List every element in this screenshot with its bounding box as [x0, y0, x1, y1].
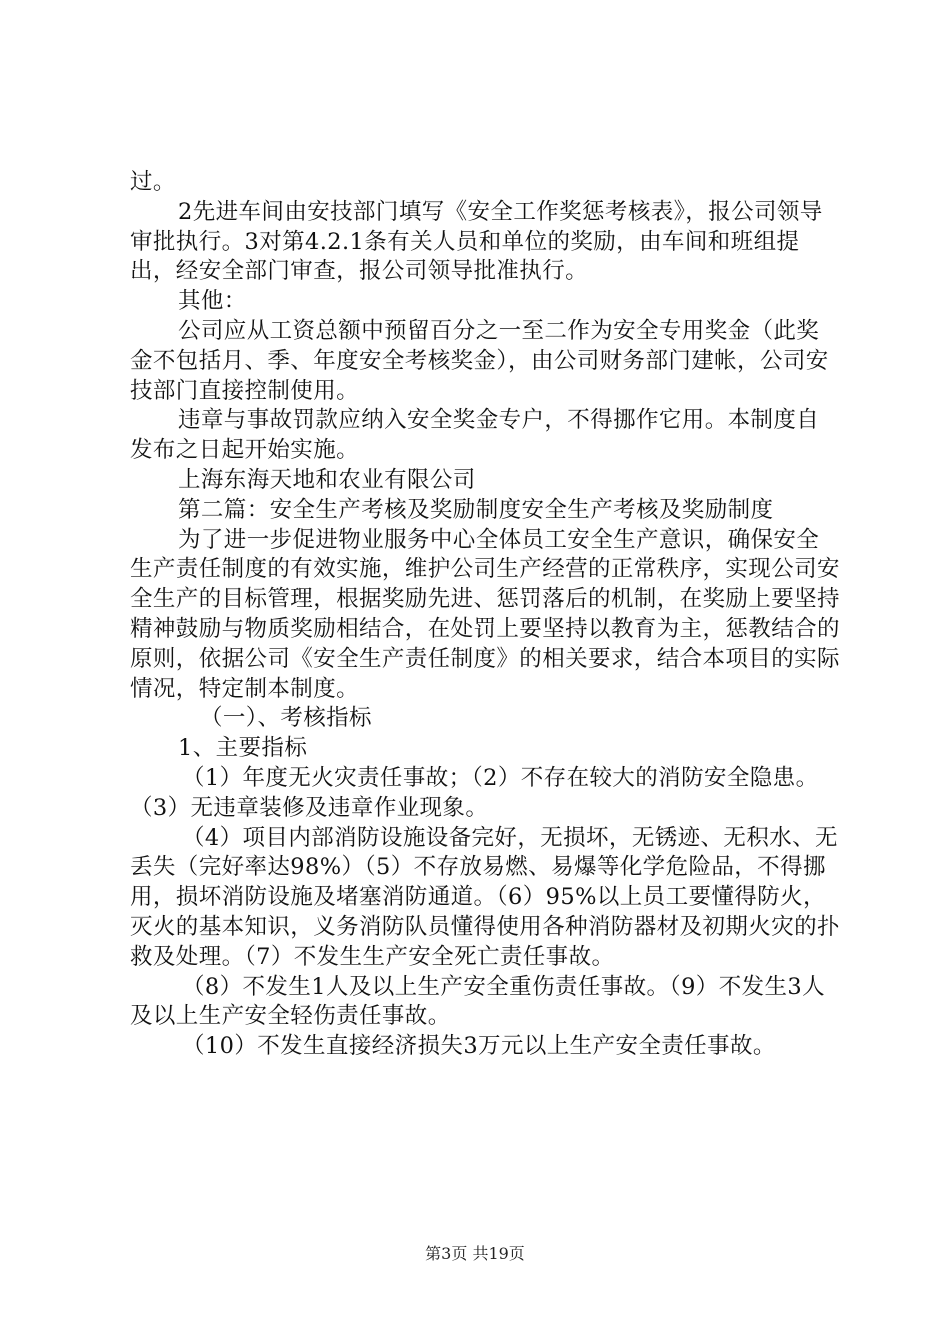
paragraph-11: （1）年度无火灾责任事故；（2）不存在较大的消防安全隐患。（3）无违章装修及违章作业现象。: [130, 764, 819, 821]
company-name: 上海东海天地和农业有限公司: [178, 466, 476, 493]
paragraph-1: 过。: [130, 169, 176, 195]
paragraph-3: 其他：: [178, 288, 247, 315]
paragraph-12: （4）项目内部消防设施设备完好，无损坏，无锈迹、无积水、无丢失（完好率达98%）（5）不存放易燃、易爆等化学危险品，不得挪用，损坏消防设施及堵塞消防通道。（6）95%以上员工要懂得防火，灭火的基本知识，义务消防队员懂得使用各种消防器材及初期火灾的扑救及处理。（7）不发生生产安全死亡责任事故。: [130, 824, 840, 970]
subheading-assessment-indicators: （一）、考核指标: [200, 705, 372, 732]
section-heading: 第二篇：安全生产考核及奖励制度安全生产考核及奖励制度: [178, 496, 774, 523]
document-body: [130, 168, 842, 1062]
paragraph-14: （10）不发生直接经济损失3万元以上生产安全责任事故。: [182, 1033, 776, 1060]
page-footer: 第3页 共19页: [425, 1244, 525, 1263]
paragraph-5: 违章与事故罚款应纳入安全奖金专户，不得挪作它用。本制度自发布之日起开始实施。: [130, 407, 820, 464]
paragraph-2: 2先进车间由安技部门填写《安全工作奖惩考核表》，报公司领导审批执行。3对第4.2.1条有关人员和单位的奖励，由车间和班组提出，经安全部门审查，报公司领导批准执行。: [130, 198, 823, 285]
paragraph-4: 公司应从工资总额中预留百分之一至二作为安全专用奖金（此奖金不包括月、季、年度安全考核奖金），由公司财务部门建帐，公司安技部门直接控制使用。: [130, 317, 829, 404]
paragraph-8: 为了进一步促进物业服务中心全体员工安全生产意识，确保安全生产责任制度的有效实施，维护公司生产经营的正常秩序，实现公司安全生产的目标管理，根据奖励先进、惩罚落后的机制，在奖励上要坚持精神鼓励与物质奖励相结合，在处罚上要坚持以教育为主，惩教结合的原则，依据公司《安全生产责任制度》的相关要求，结合本项目的实际情况，特定制本制度。: [130, 526, 840, 702]
subheading-main-indicators: 1、主要指标: [178, 735, 308, 762]
paragraph-13: （8）不发生1人及以上生产安全重伤责任事故。（9）不发生3人及以上生产安全轻伤责任事故。: [130, 973, 826, 1030]
